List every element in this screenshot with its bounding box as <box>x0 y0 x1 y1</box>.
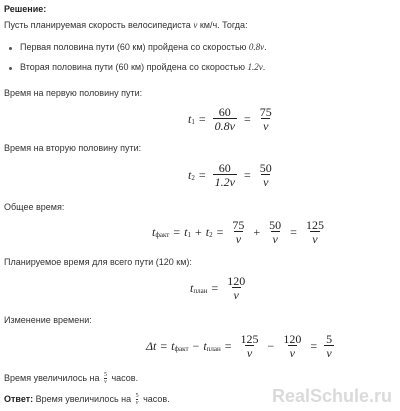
solution-header: Решение: <box>4 4 47 14</box>
fraction: $\frac{125}{v}$ <box>240 332 259 360</box>
fraction: $\frac{75}{v}$ <box>232 218 245 246</box>
label-planned-time: Планируемое время для всего пути (120 км): <box>4 257 192 267</box>
fraction: $\frac{75}{v}$ <box>259 105 272 133</box>
equation-planned-time: t план = $\frac{120}{v}$ <box>190 274 246 302</box>
equation-t2: t 2 = $\frac{60}{1.2v}$ = $\frac{50}{v}$ <box>188 161 272 189</box>
fraction: $\frac{120}{v}$ <box>227 274 246 302</box>
equation-t1: t 1 = $\frac{60}{0.8v}$ = $\frac{75}{v}$ <box>188 105 272 133</box>
label-second-half-time: Время на вторую половину пути: <box>4 143 142 153</box>
equation-total-time: t факт = t 1 + t 2 = $\frac{75}{v}$ + $\frac{50}{v}$ = $\frac{125}{v}$ <box>152 218 324 246</box>
watermark-logo: RealSchule.ru <box>271 386 392 406</box>
bullet-dot <box>9 47 12 50</box>
fraction: $\frac{125}{v}$ <box>305 218 324 246</box>
fraction: $\frac{120}{v}$ <box>283 332 302 360</box>
fraction: $\frac{60}{1.2v}$ <box>214 161 235 189</box>
fraction: $\frac{50}{v}$ <box>259 161 272 189</box>
inline-fraction: $\frac{5}{v}$ <box>135 393 139 406</box>
fraction: $\frac{60}{0.8v}$ <box>214 105 235 133</box>
label-first-half-time: Время на первую половину пути: <box>4 88 143 98</box>
conclusion-line: Время увеличилось на $\frac{5}{v}$ часов. <box>4 372 139 385</box>
bullet-item-second-half: Вторая половина пути (60 км) пройдена со скоростью 1.2v. <box>20 62 266 72</box>
answer-line: Ответ: Время увеличилось на $\frac{5}{v}$ часов. <box>4 393 170 406</box>
fraction: $\frac{5}{v}$ <box>326 332 333 360</box>
label-time-change: Изменение времени: <box>4 315 92 325</box>
fraction: $\frac{50}{v}$ <box>269 218 282 246</box>
equation-time-change: Δt = t факт − t план = $\frac{125}{v}$ − $\frac{120}{v}$ = $\frac{5}{v}$ <box>146 332 333 360</box>
inline-fraction: $\frac{5}{v}$ <box>103 372 107 385</box>
bullet-dot <box>9 67 12 70</box>
label-total-time: Общее время: <box>4 202 65 212</box>
bullet-item-first-half: Первая половина пути (60 км) пройдена со скоростью 0.8v. <box>20 42 267 52</box>
intro-line: Пусть планируемая скорость велосипедиста v км/ч. Тогда: <box>4 20 248 30</box>
